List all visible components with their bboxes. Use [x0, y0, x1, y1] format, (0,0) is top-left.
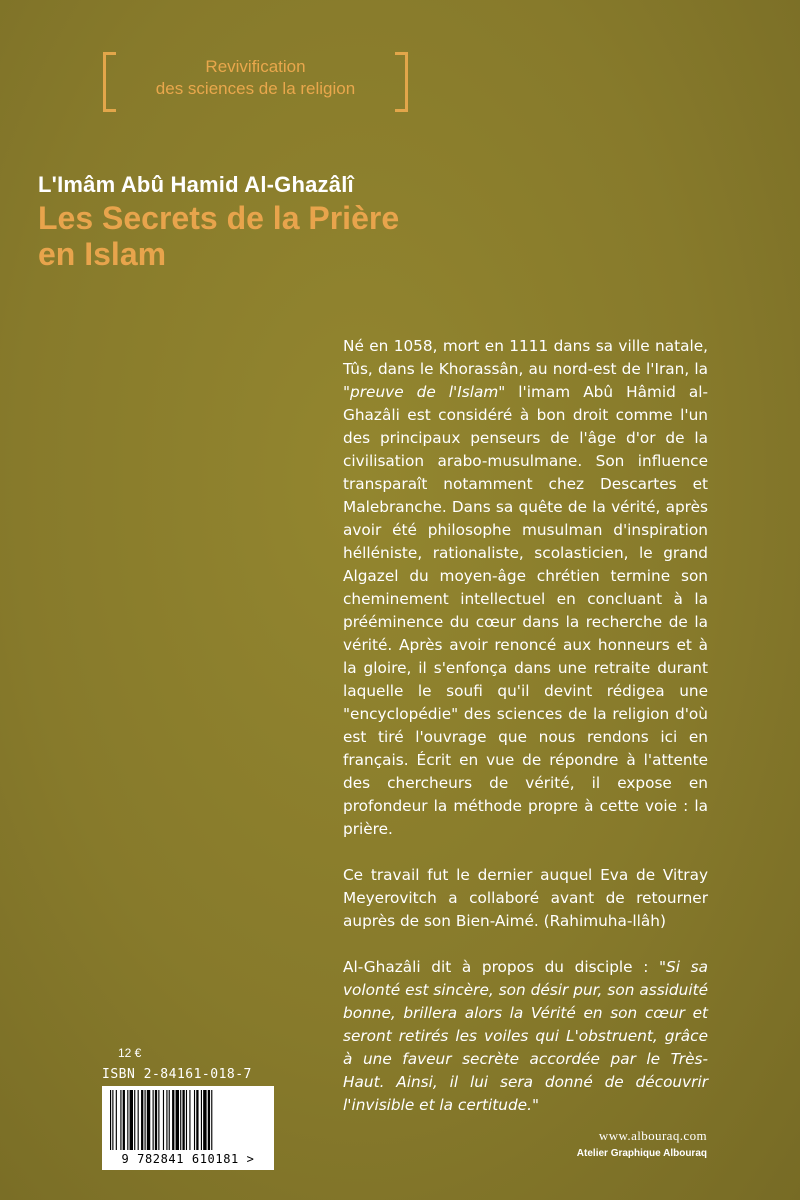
barcode-bar — [127, 1090, 128, 1150]
barcode-bar — [180, 1090, 181, 1150]
barcode-bar — [145, 1090, 146, 1150]
barcode-bar — [166, 1090, 167, 1150]
barcode-bar — [211, 1090, 212, 1150]
publisher-website: www.albouraq.com — [598, 1128, 707, 1143]
series-line-1: Revivification — [205, 57, 306, 76]
barcode-bar — [189, 1090, 190, 1150]
book-title — [38, 200, 558, 272]
barcode-bar — [112, 1090, 113, 1150]
paragraph-quote — [343, 956, 708, 1117]
barcode-digits: 9 782841 610181 > — [121, 1152, 255, 1166]
quote-intro: Al-Ghazâli dit à propos du disciple : — [343, 958, 660, 976]
barcode-bar — [134, 1090, 135, 1150]
biography-italic: "preuve de l'Islam" — [343, 383, 506, 401]
barcode-bar — [158, 1090, 159, 1150]
barcode — [102, 1086, 274, 1170]
barcode-bar — [163, 1090, 164, 1150]
barcode-bar — [176, 1090, 179, 1150]
series-label — [103, 52, 408, 110]
barcode-bar — [172, 1090, 174, 1150]
barcode-bar — [110, 1090, 111, 1150]
barcode-bar — [141, 1090, 143, 1150]
barcode-bar — [201, 1090, 202, 1150]
publisher-studio: Atelier Graphique Albouraq — [576, 1148, 707, 1159]
isbn-label: ISBN 2-84161-018-7 — [102, 1067, 252, 1082]
author-name: L'Imâm Abû Hamid Al-Ghazâlî — [38, 172, 354, 197]
biography-text-2: l'imam Abû Hâmid al-Ghazâli est considéré à bon droit comme l'un des principaux penseurs de l'âge d'or de la civilisation arabo-musulmane. Son influence transparaît notamment chez Descartes et Malebranche. Dans sa quête de la vérité, après avoir été philosophe musulman d'inspiration hélléniste, rationaliste, scolasticien, le grand Algazel du moyen-âge chrétien termine son cheminement intellectuel en concluant à la prééminence du cœur dans la recherche de la vérité. Après avoir renoncé aux honneurs et à la gloire, il s'enfonça dans une retraite durant laquelle le soufi qu'il devint rédigea une "encyclopédie" des sciences de la religion d'où est tiré l'ouvrage que nous rendons ici en français. Écrit en vue de répondre à l'attente des chercheurs de vérité, il expose en profondeur la méthode propre à cette voie : la prière. — [343, 383, 708, 838]
barcode-bar — [123, 1090, 125, 1150]
back-cover-text — [343, 335, 708, 1140]
barcode-bar — [130, 1090, 133, 1150]
book-title-line-1: Les Secrets de la Prière — [38, 200, 400, 236]
barcode-bar — [196, 1090, 198, 1150]
barcode-bars — [108, 1090, 268, 1150]
price-label: 12 € — [118, 1046, 142, 1060]
barcode-bar — [138, 1090, 139, 1150]
biography-text-1: Né en 1058, mort en 1111 dans sa ville natale, Tûs, dans le Khorassân, au nord-est de l'Iran, la — [343, 337, 708, 378]
paragraph-translator: Ce travail fut le dernier auquel Eva de Vitray Meyerovitch a collaboré avant de retourner auprès de son Bien-Aimé. (Rahimuha-llâh) — [343, 866, 708, 930]
barcode-bar — [116, 1090, 117, 1150]
barcode-bar — [194, 1090, 195, 1150]
barcode-bar — [203, 1090, 206, 1150]
barcode-bar — [208, 1090, 210, 1150]
barcode-bar — [155, 1090, 157, 1150]
barcode-bar — [147, 1090, 150, 1150]
left-bracket — [103, 52, 116, 112]
series-line-2: des sciences de la religion — [155, 79, 356, 98]
barcode-bar — [169, 1090, 170, 1150]
barcode-bar — [186, 1090, 187, 1150]
series-text — [119, 56, 392, 100]
barcode-bar — [153, 1090, 154, 1150]
book-title-line-2: en Islam — [38, 236, 167, 272]
quote-text: "Si sa volonté est sincère, son désir pur, son assiduité bonne, brillera alors la Vérité en son cœur et seront retirés les voiles qui L'obstruent, grâce à une faveur secrète accordée par le Très-Haut. Ainsi, il lui sera donné de découvrir l'invisible et la certitude." — [343, 958, 708, 1114]
paragraph-biography — [343, 335, 708, 841]
barcode-bar — [182, 1090, 184, 1150]
barcode-bar — [120, 1090, 121, 1150]
right-bracket — [395, 52, 408, 112]
